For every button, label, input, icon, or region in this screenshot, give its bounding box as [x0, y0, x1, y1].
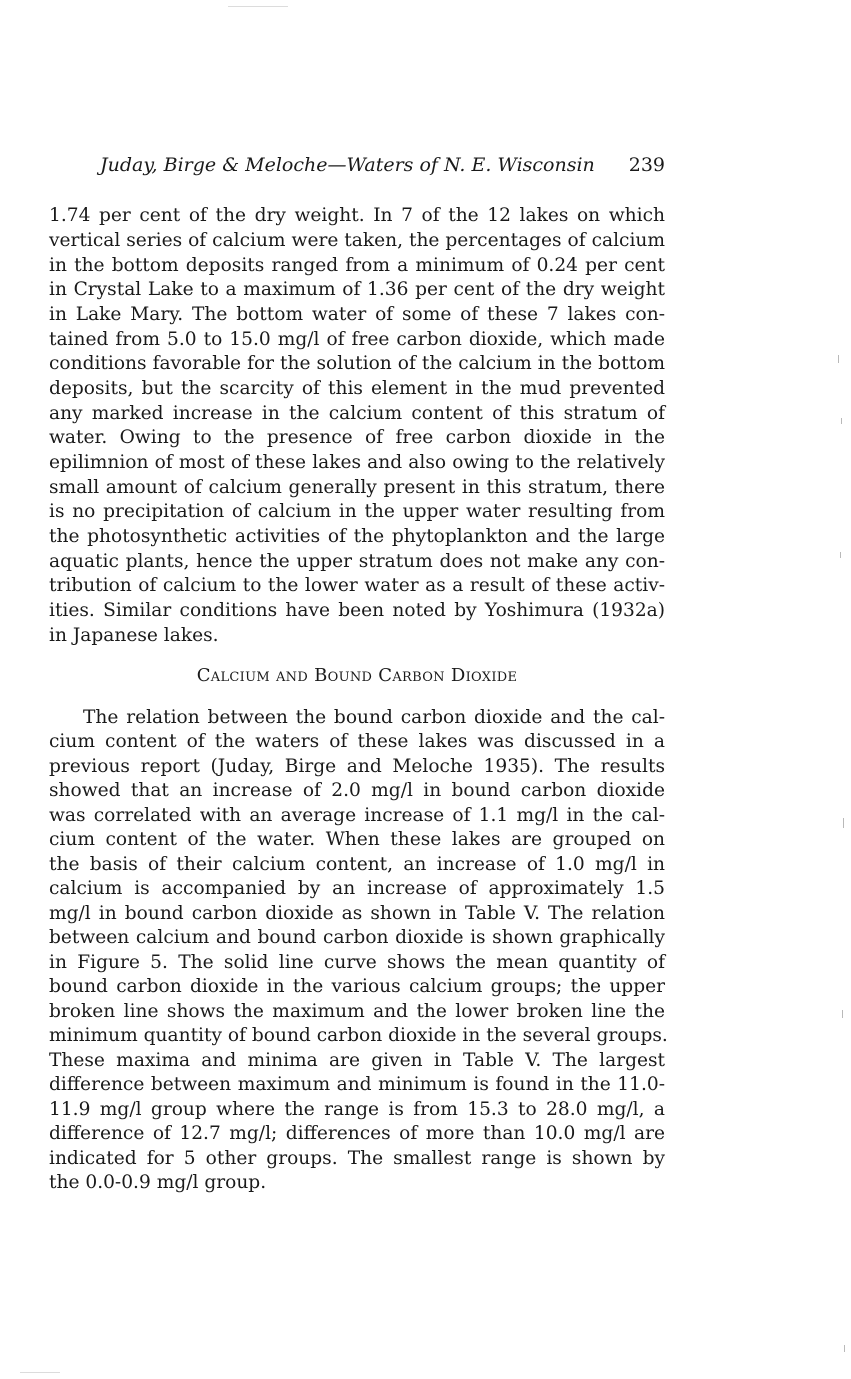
text-line: tained from 5.0 to 15.0 mg/l of free carbon dioxide, which made	[49, 329, 665, 350]
text-line: difference of 12.7 mg/l; differences of more than 10.0 mg/l are	[49, 1123, 665, 1144]
section-heading: Calcium and Bound Carbon Dioxide	[196, 665, 518, 686]
text-line: deposits, but the scarcity of this element in the mud prevented	[49, 378, 665, 399]
scan-artifact	[840, 552, 841, 558]
text-line: cium content of the waters of these lakes was discussed in a	[49, 731, 665, 752]
text-line: tribution of calcium to the lower water as a result of these activ-	[49, 575, 665, 596]
scan-artifact	[838, 355, 839, 363]
text-line: the photosynthetic activities of the phytoplankton and the large	[49, 526, 665, 547]
text-line: in Figure 5. The solid line curve shows the mean quantity of	[49, 952, 665, 973]
text-line: the basis of their calcium content, an increase of 1.0 mg/l in	[49, 854, 665, 875]
text-line: ities. Similar conditions have been noted by Yoshimura (1932a)	[49, 600, 665, 621]
text-line: vertical series of calcium were taken, the percentages of calcium	[49, 230, 665, 251]
running-head	[100, 154, 665, 182]
text-line: small amount of calcium generally present in this stratum, there	[49, 477, 665, 498]
text-line: previous report (Juday, Birge and Meloche 1935). The results	[49, 756, 665, 777]
scan-artifact	[842, 1010, 843, 1018]
text-line: in the bottom deposits ranged from a minimum of 0.24 per cent	[49, 255, 665, 276]
text-line: in Crystal Lake to a maximum of 1.36 per cent of the dry weight	[49, 279, 665, 300]
text-line: 1.74 per cent of the dry weight. In 7 of the 12 lakes on which	[49, 205, 665, 226]
text-line: indicated for 5 other groups. The smallest range is shown by	[49, 1148, 665, 1169]
text-line: minimum quantity of bound carbon dioxide in the several groups.	[49, 1025, 668, 1046]
text-line: calcium is accompanied by an increase of approximately 1.5	[49, 878, 665, 899]
scan-artifact	[843, 818, 844, 828]
text-line: The relation between the bound carbon dioxide and the cal-	[83, 707, 665, 728]
text-line: broken line shows the maximum and the lower broken line the	[49, 1001, 665, 1022]
text-line: 11.9 mg/l group where the range is from 15.3 to 28.0 mg/l, a	[49, 1099, 665, 1120]
text-line: the 0.0-0.9 mg/l group.	[49, 1172, 267, 1193]
text-line: cium content of the water. When these lakes are grouped on	[49, 829, 665, 850]
text-line: in Lake Mary. The bottom water of some of these 7 lakes con-	[49, 304, 665, 325]
scan-artifact	[20, 1372, 60, 1373]
text-line: epilimnion of most of these lakes and also owing to the relatively	[49, 452, 665, 473]
text-line: aquatic plants, hence the upper stratum does not make any con-	[49, 551, 665, 572]
text-line: showed that an increase of 2.0 mg/l in bound carbon dioxide	[49, 780, 665, 801]
text-line: any marked increase in the calcium content of this stratum of	[49, 403, 665, 424]
text-line: mg/l in bound carbon dioxide as shown in Table V. The relation	[49, 903, 665, 924]
page-number: 239	[628, 154, 665, 176]
text-line: between calcium and bound carbon dioxide is shown graphically	[49, 927, 665, 948]
text-line: These maxima and minima are given in Table V. The largest	[49, 1050, 665, 1071]
text-line: is no precipitation of calcium in the upper water resulting from	[49, 501, 665, 522]
text-line: in Japanese lakes.	[49, 625, 219, 646]
scan-artifact	[844, 1345, 845, 1352]
text-line: difference between maximum and minimum is found in the 11.0-	[49, 1074, 665, 1095]
scan-artifact	[841, 418, 842, 424]
text-line: was correlated with an average increase of 1.1 mg/l in the cal-	[49, 805, 665, 826]
text-line: bound carbon dioxide in the various calcium groups; the upper	[49, 976, 665, 997]
running-title: Juday, Birge & Meloche—Waters of N. E. Wisconsin	[100, 154, 595, 176]
text-line: conditions favorable for the solution of the calcium in the bottom	[49, 353, 665, 374]
scan-artifact	[228, 6, 288, 7]
text-line: water. Owing to the presence of free carbon dioxide in the	[49, 427, 665, 448]
